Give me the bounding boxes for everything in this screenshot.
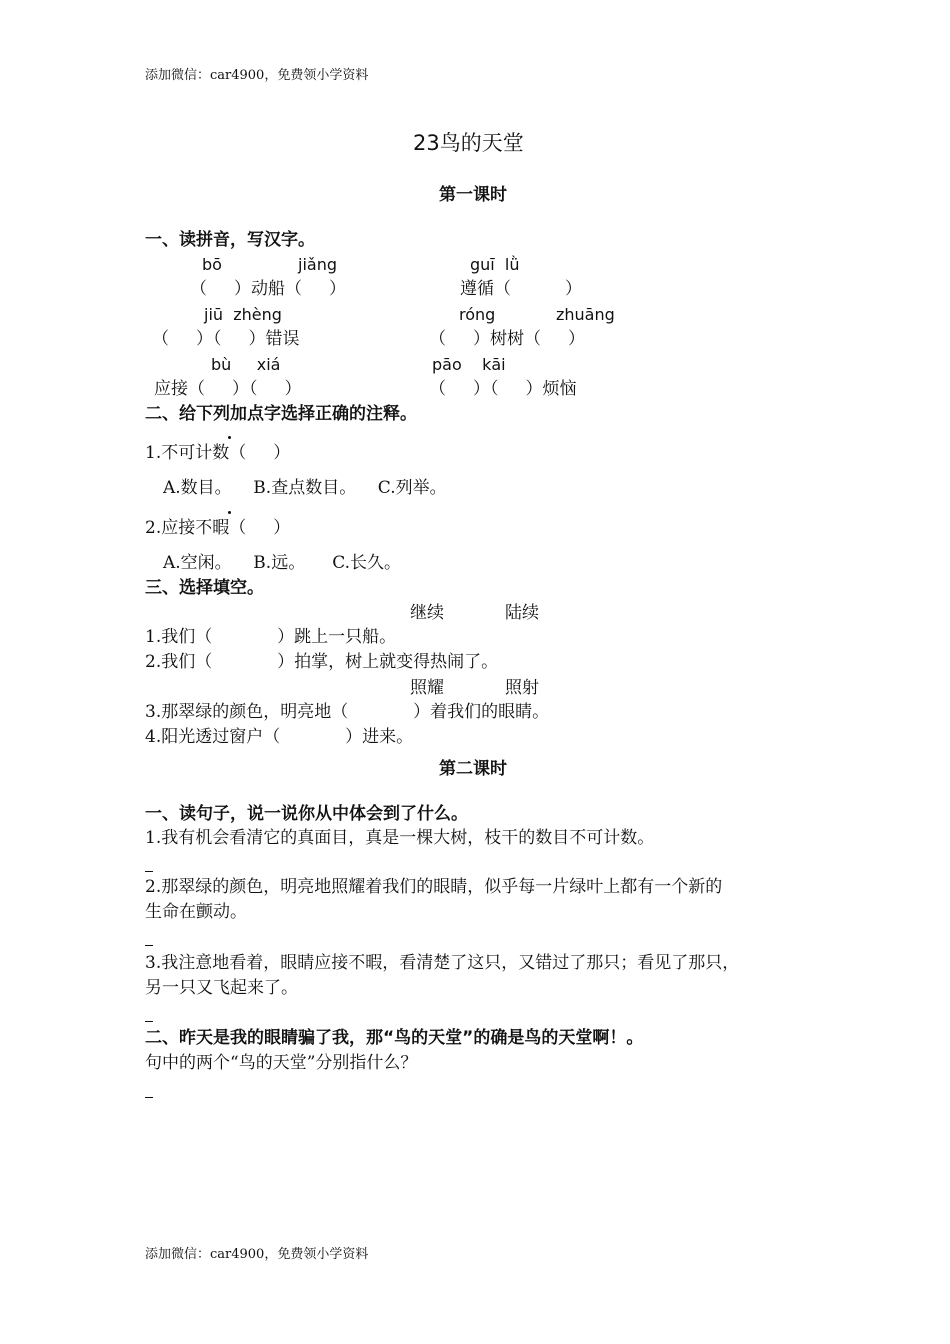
- q2-item-1: 1.不可计数（ ）: [145, 443, 291, 463]
- pinyin: bù xiá: [211, 355, 281, 374]
- word-option: 陆续: [505, 603, 539, 623]
- answer-blank: [145, 1021, 153, 1022]
- emphasis-dot: [228, 436, 231, 439]
- pinyin: jiǎng: [298, 255, 337, 274]
- fill-item: 应接（ ）（ ）: [154, 379, 302, 399]
- fill-sentence: 3.那翠绿的颜色，明亮地（ ）着我们的眼睛。: [145, 702, 550, 722]
- q2-item-1-options: A.数目。 B.查点数目。 C.列举。: [163, 478, 447, 498]
- fill-item: （ ）动船（ ）: [190, 279, 347, 299]
- answer-blank: [145, 871, 153, 872]
- q2-item-2: 2.应接不暇（ ）: [145, 518, 291, 538]
- pinyin: pāo kāi: [432, 355, 506, 374]
- reading-sentence: 3.我注意地看着，眼睛应接不暇，看清楚了这只，又错过了那只；看见了那只，: [145, 953, 740, 973]
- reading-sentence: 另一只又飞起来了。: [145, 978, 298, 998]
- lesson-1-heading: 第一课时: [439, 185, 507, 205]
- l2-q2-question: 句中的两个“鸟的天堂”分别指什么？: [145, 1053, 418, 1073]
- word-option: 照射: [505, 678, 539, 698]
- answer-blank: [145, 945, 153, 946]
- fill-sentence: 4.阳光透过窗户（ ）进来。: [145, 727, 414, 747]
- word-option: 照耀: [410, 678, 444, 698]
- footer-note: 添加微信：car4900，免费领小学资料: [145, 1247, 369, 1262]
- fill-item: （ ）（ ）错误: [152, 329, 300, 349]
- emphasis-dot: [228, 511, 231, 514]
- l2-q2-heading: 二、昨天是我的眼睛骗了我，那“鸟的天堂”的确是鸟的天堂啊！。: [145, 1028, 644, 1048]
- l2-q1-heading: 一、读句子，说一说你从中体会到了什么。: [145, 804, 468, 824]
- l1-q2-heading: 二、给下列加点字选择正确的注释。: [145, 404, 417, 424]
- fill-item: （ ）（ ）烦恼: [429, 379, 577, 399]
- fill-sentence: 2.我们（ ）拍掌，树上就变得热闹了。: [145, 652, 499, 672]
- pinyin: guī lǜ: [470, 255, 520, 274]
- pinyin: bō: [202, 255, 222, 274]
- l1-q1-heading: 一、读拼音，写汉字。: [145, 230, 315, 250]
- l1-q3-heading: 三、选择填空。: [145, 578, 264, 598]
- q2-item-2-options: A.空闲。 B.远。 C.长久。: [163, 553, 402, 573]
- word-option: 继续: [410, 603, 444, 623]
- page-title: 23鸟的天堂: [413, 131, 524, 155]
- pinyin: jiū zhèng: [204, 305, 282, 324]
- pinyin: zhuāng: [556, 305, 615, 324]
- lesson-2-heading: 第二课时: [439, 759, 507, 779]
- reading-sentence: 2.那翠绿的颜色，明亮地照耀着我们的眼睛，似乎每一片绿叶上都有一个新的: [145, 877, 723, 897]
- answer-blank: [145, 1097, 153, 1098]
- header-note: 添加微信：car4900，免费领小学资料: [145, 68, 369, 83]
- fill-item: （ ）树树（ ）: [429, 329, 586, 349]
- reading-sentence: 1.我有机会看清它的真面目，真是一棵大树，枝干的数目不可计数。: [145, 828, 655, 848]
- fill-sentence: 1.我们（ ）跳上一只船。: [145, 627, 397, 647]
- fill-item: 遵循（ ）: [460, 279, 583, 299]
- pinyin: róng: [459, 305, 496, 324]
- reading-sentence: 生命在颤动。: [145, 902, 247, 922]
